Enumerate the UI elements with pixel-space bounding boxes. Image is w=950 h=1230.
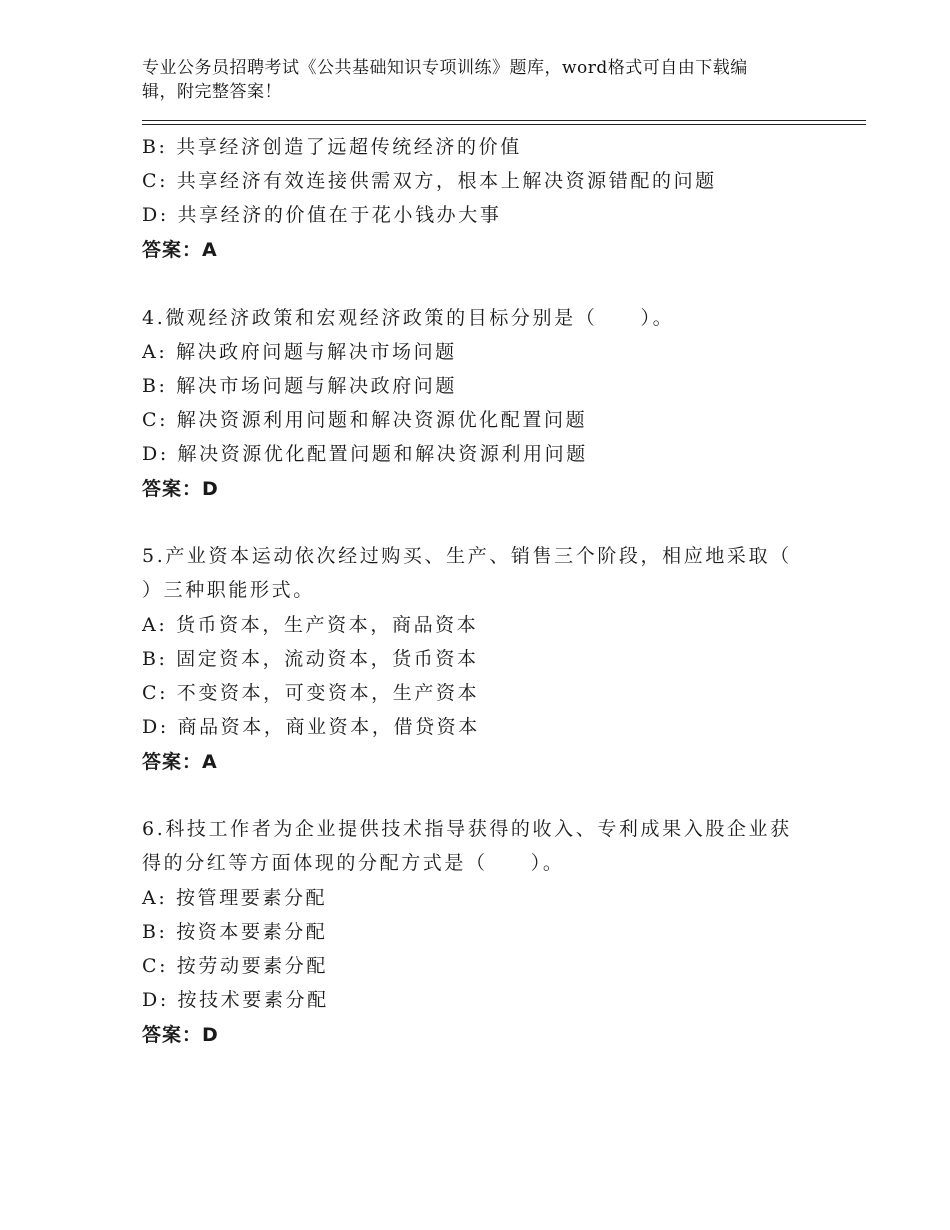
- q5-option-c: C: 不变资本，可变资本，生产资本: [142, 682, 480, 704]
- header-line-2: 辑，附完整答案！: [142, 82, 282, 102]
- q5-option-a: A: 货币资本，生产资本，商品资本: [142, 614, 479, 636]
- q5-stem-line-2: ）三种职能形式。: [142, 579, 315, 601]
- q3-option-c: C: 共享经济有效连接供需双方，根本上解决资源错配的问题: [142, 170, 717, 192]
- q5-option-b: B: 固定资本，流动资本，货币资本: [142, 648, 479, 670]
- header-divider-bottom: [142, 124, 866, 125]
- q4-stem-line-1: 4.微观经济政策和宏观经济政策的目标分别是（ ）。: [142, 307, 675, 329]
- q4-option-a: A: 解决政府问题与解决市场问题: [142, 341, 457, 363]
- q6-answer: 答案：D: [142, 1024, 219, 1046]
- q4-answer: 答案：D: [142, 478, 219, 500]
- q6-option-c: C: 按劳动要素分配: [142, 955, 328, 977]
- q5-option-d: D: 商品资本，商业资本，借贷资本: [142, 716, 480, 738]
- q5-stem-line-1: 5.产业资本运动依次经过购买、生产、销售三个阶段，相应地采取（: [142, 545, 792, 567]
- q6-stem-line-1: 6.科技工作者为企业提供技术指导获得的收入、专利成果入股企业获: [142, 818, 792, 840]
- q6-option-a: A: 按管理要素分配: [142, 887, 328, 909]
- q3-option-b: B: 共享经济创造了远超传统经济的价值: [142, 136, 522, 158]
- q6-option-b: B: 按资本要素分配: [142, 921, 328, 943]
- header-line-1: 专业公务员招聘考试《公共基础知识专项训练》题库，word格式可自由下载编: [142, 58, 748, 78]
- q6-stem-line-2: 得的分红等方面体现的分配方式是（ ）。: [142, 852, 565, 874]
- q4-option-d: D: 解决资源优化配置问题和解决资源利用问题: [142, 443, 588, 465]
- q3-option-d: D: 共享经济的价值在于花小钱办大事: [142, 204, 502, 226]
- header-divider-top: [142, 120, 866, 121]
- q6-option-d: D: 按技术要素分配: [142, 989, 329, 1011]
- q5-answer: 答案：A: [142, 751, 218, 773]
- q4-option-b: B: 解决市场问题与解决政府问题: [142, 375, 458, 397]
- q3-answer: 答案：A: [142, 239, 218, 261]
- q4-option-c: C: 解决资源利用问题和解决资源优化配置问题: [142, 409, 588, 431]
- page-header: [142, 56, 792, 104]
